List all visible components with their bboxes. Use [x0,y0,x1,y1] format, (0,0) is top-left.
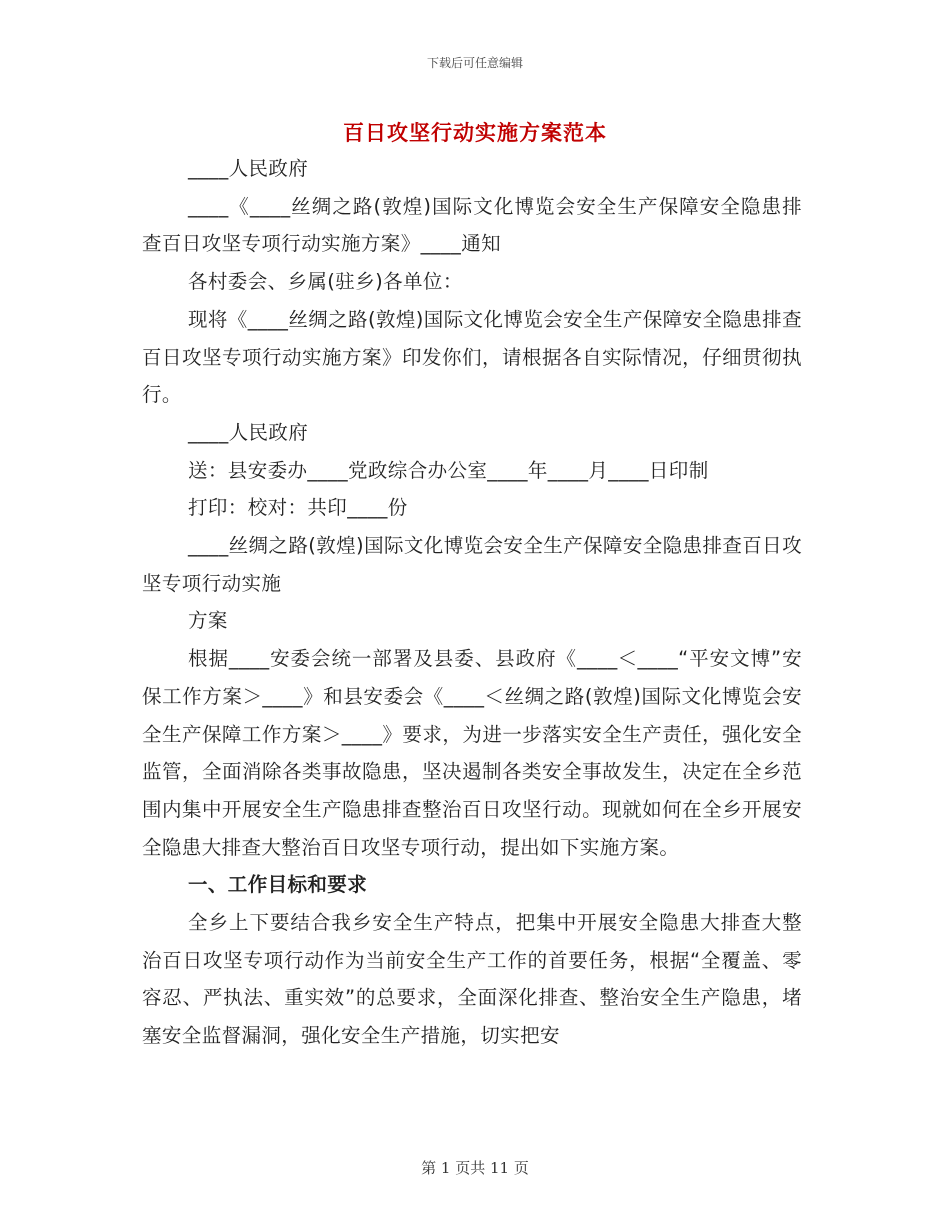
body-paragraph: 送：县安委办____党政综合办公室____年____月____日印制 [188,458,709,482]
page-header: 下载后可任意编辑 [426,56,523,70]
document-title: 百日攻坚行动实施方案范本 [343,121,607,145]
body-paragraph: 各村委会、乡属(驻乡)各单位： [188,270,463,294]
page-footer: 第 1 页共 11 页 [421,1159,529,1177]
body-paragraph: 现将《____丝绸之路(敦煌)国际文化博览会安全生产保障安全隐患排查百日攻坚专项行动实施方案》印发你们，请根据各自实际情况，仔细贯彻执行。 [142,307,802,407]
body-paragraph: ____《____丝绸之路(敦煌)国际文化博览会安全生产保障安全隐患排查百日攻坚专项行动实施方案》____通知 [142,194,802,256]
document-body [142,150,802,1055]
body-paragraph: 打印：校对：共印____份 [188,496,408,520]
section-heading: 一、工作目标和要求 [188,873,368,897]
body-paragraph: ____人民政府 [188,420,309,444]
body-paragraph: 全乡上下要结合我乡安全生产特点，把集中开展安全隐患大排查大整治百日攻坚专项行动作为当前安全生产工作的首要任务，根据“全覆盖、零容忍、严执法、重实效”的总要求，全面深化排查、整治安全生产隐患，堵塞安全监督漏洞，强化安全生产措施，切实把安 [142,911,802,1048]
body-paragraph: ____人民政府 [188,157,309,180]
body-paragraph: 方案 [188,609,228,633]
body-paragraph: ____丝绸之路(敦煌)国际文化博览会安全生产保障安全隐患排查百日攻坚专项行动实施 [142,534,802,595]
body-paragraph: 根据____安委会统一部署及县委、县政府《____＜____“平安文博”安保工作方案＞____》和县安委会《____＜丝绸之路(敦煌)国际文化博览会安全生产保障工作方案＞____》要求，为进一步落实安全生产责任，强化安全监管，全面消除各类事故隐患，坚决遏制各类安全事故发生，决定在全乡范围内集中开展安全生产隐患排查整治百日攻坚行动。现就如何在全乡开展安全隐患大排查大整治百日攻坚专项行动，提出如下实施方案。 [142,647,802,859]
